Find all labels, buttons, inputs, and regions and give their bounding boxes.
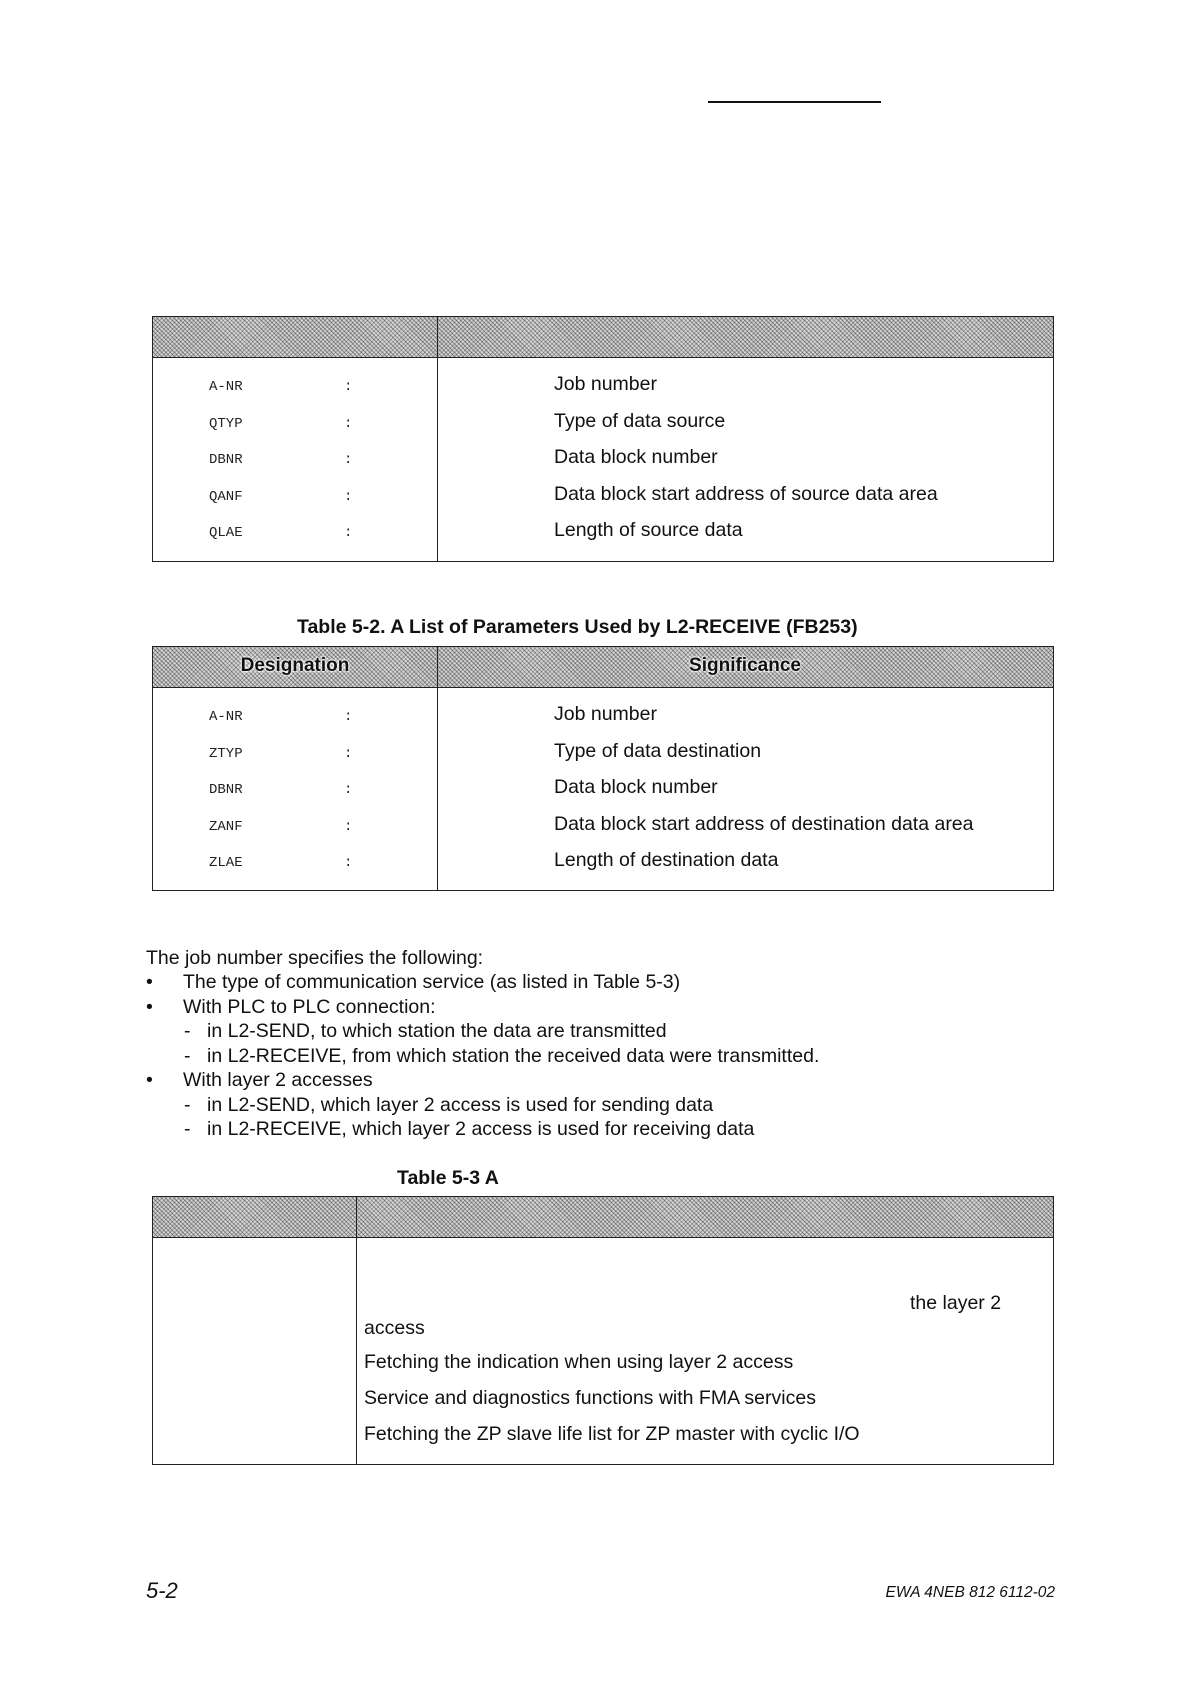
param-significance: Data block start address of destination data area	[554, 813, 974, 835]
dash-mark: -	[184, 1020, 191, 1042]
table-l2-receive	[152, 646, 1054, 891]
param-name: DBNR	[209, 782, 243, 798]
service-description: Service and diagnostics functions with FMA services	[364, 1387, 816, 1409]
table-5-3	[152, 1196, 1054, 1465]
table-5-2-caption: Table 5-2. A List of Parameters Used by L2-RECEIVE (FB253)	[297, 616, 858, 638]
param-name: ZANF	[209, 819, 243, 835]
param-colon: :	[344, 782, 353, 798]
table-header-band	[153, 1197, 1053, 1238]
param-significance: Data block start address of source data area	[554, 483, 938, 505]
param-colon: :	[344, 709, 353, 725]
header-rule	[708, 101, 881, 103]
bullet-text: The type of communication service (as listed in Table 5-3)	[183, 971, 681, 993]
service-text-fragment: the layer 2	[910, 1292, 1002, 1314]
column-divider	[356, 1197, 357, 1464]
column-divider	[437, 317, 438, 561]
table-header-band	[153, 317, 1053, 358]
bullet-mark: •	[146, 971, 153, 993]
service-description: Fetching the ZP slave life list for ZP master with cyclic I/O	[364, 1423, 860, 1445]
service-text-fragment: access	[364, 1317, 425, 1339]
bullet-text: With layer 2 accesses	[183, 1069, 373, 1091]
param-colon: :	[344, 379, 353, 395]
param-colon: :	[344, 452, 353, 468]
param-significance: Job number	[554, 373, 657, 395]
dash-mark: -	[184, 1094, 191, 1116]
dash-mark: -	[184, 1118, 191, 1140]
table-5-3-caption: Table 5-3 A	[397, 1167, 499, 1189]
param-significance: Length of destination data	[554, 849, 779, 871]
param-significance: Length of source data	[554, 519, 743, 541]
param-name: ZTYP	[209, 746, 243, 762]
param-name: QTYP	[209, 416, 243, 432]
param-name: QANF	[209, 489, 243, 505]
param-colon: :	[344, 416, 353, 432]
param-colon: :	[344, 855, 353, 871]
param-name: QLAE	[209, 525, 243, 541]
sub-bullet-text: in L2-RECEIVE, from which station the received data were transmitted.	[207, 1045, 820, 1067]
param-name: A-NR	[209, 379, 243, 395]
param-name: A-NR	[209, 709, 243, 725]
service-description: Fetching the indication when using layer 2 access	[364, 1351, 794, 1373]
bullet-text: With PLC to PLC connection:	[183, 996, 436, 1018]
param-colon: :	[344, 525, 353, 541]
dash-mark: -	[184, 1045, 191, 1067]
param-colon: :	[344, 489, 353, 505]
page-number: 5-2	[146, 1578, 178, 1603]
table-l2-send	[152, 316, 1054, 562]
sub-bullet-text: in L2-RECEIVE, which layer 2 access is used for receiving data	[207, 1118, 755, 1140]
param-name: ZLAE	[209, 855, 243, 871]
param-colon: :	[344, 746, 353, 762]
param-significance: Data block number	[554, 776, 718, 798]
param-name: DBNR	[209, 452, 243, 468]
header-significance: Significance	[689, 655, 801, 676]
sub-bullet-text: in L2-SEND, which layer 2 access is used for sending data	[207, 1094, 714, 1116]
param-significance: Job number	[554, 703, 657, 725]
sub-bullet-text: in L2-SEND, to which station the data are transmitted	[207, 1020, 667, 1042]
param-significance: Type of data source	[554, 410, 726, 432]
document-id: EWA 4NEB 812 6112-02	[885, 1584, 1055, 1601]
bullet-mark: •	[146, 1069, 153, 1091]
param-significance: Data block number	[554, 446, 718, 468]
param-significance: Type of data destination	[554, 740, 762, 762]
bullet-mark: •	[146, 996, 153, 1018]
param-colon: :	[344, 819, 353, 835]
header-designation: Designation	[240, 655, 350, 676]
intro-text: The job number specifies the following:	[146, 947, 484, 969]
